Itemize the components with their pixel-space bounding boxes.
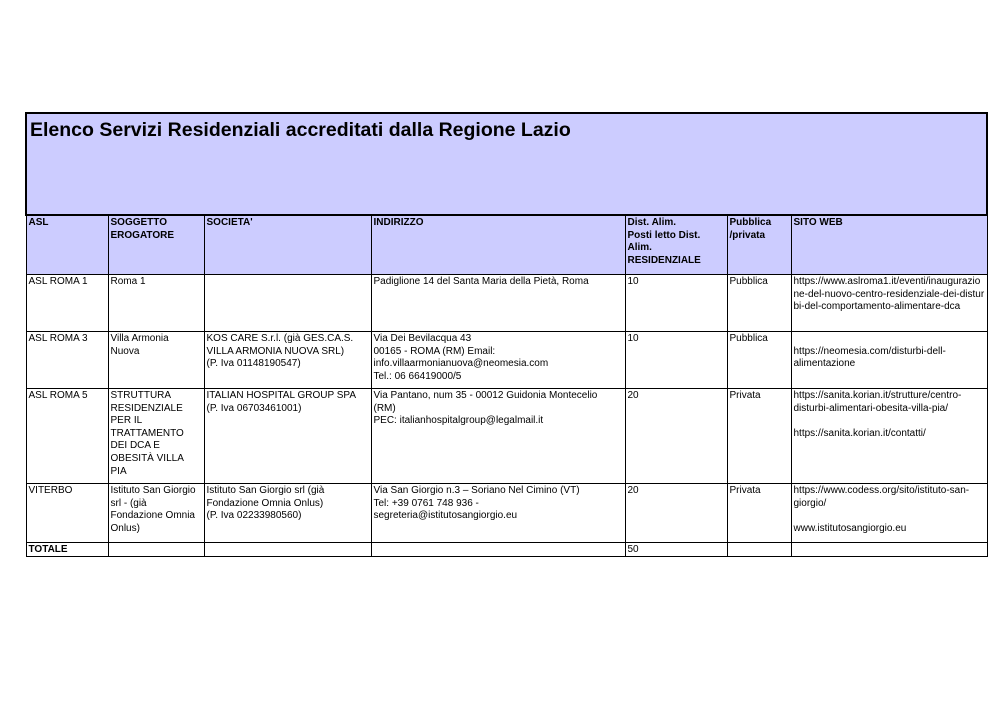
cell-indirizzo: Padiglione 14 del Santa Maria della Pietà, Roma [371, 275, 625, 332]
cell-tipo: Privata [727, 484, 791, 543]
col-header-posti: Dist. Alim. Posti letto Dist. Alim. RESIDENZIALE [625, 215, 727, 275]
cell-sito[interactable]: https://www.aslroma1.it/eventi/inaugurazione-del-nuovo-centro-residenziale-dei-disturbi-del-comportamento-alimentare-dca [791, 275, 987, 332]
cell-soggetto: Roma 1 [108, 275, 204, 332]
header-row [26, 215, 987, 275]
cell-asl: ASL ROMA 1 [26, 275, 108, 332]
table-row [26, 484, 987, 543]
cell-asl: VITERBO [26, 484, 108, 543]
total-empty [727, 543, 791, 557]
title-banner [26, 113, 987, 215]
total-empty [204, 543, 371, 557]
cell-posti: 10 [625, 332, 727, 389]
total-row [26, 543, 987, 557]
cell-societa [204, 275, 371, 332]
col-header-soggetto: SOGGETTO EROGATORE [108, 215, 204, 275]
total-empty [371, 543, 625, 557]
cell-societa: ITALIAN HOSPITAL GROUP SPA (P. Iva 06703461001) [204, 389, 371, 484]
cell-tipo: Pubblica [727, 275, 791, 332]
table-row [26, 275, 987, 332]
total-empty [108, 543, 204, 557]
cell-posti: 20 [625, 484, 727, 543]
page-title: Elenco Servizi Residenziali accreditati dalla Regione Lazio [30, 119, 571, 141]
cell-soggetto: STRUTTURA RESIDENZIALE PER IL TRATTAMENTO DEI DCA E OBESITÀ VILLA PIA [108, 389, 204, 484]
cell-indirizzo: Via Pantano, num 35 - 00012 Guidonia Montecelio (RM) PEC: italianhospitalgroup@legalmail.it [371, 389, 625, 484]
cell-sito[interactable]: https://sanita.korian.it/strutture/centro- disturbi-alimentari-obesita-villa-pia/ https://sanita.korian.it/contatti/ [791, 389, 987, 484]
cell-tipo: Privata [727, 389, 791, 484]
cell-tipo: Pubblica [727, 332, 791, 389]
cell-posti: 10 [625, 275, 727, 332]
col-header-indirizzo: INDIRIZZO [371, 215, 625, 275]
col-header-sito: SITO WEB [791, 215, 987, 275]
cell-sito[interactable]: https://www.codess.org/sito/istituto-san- giorgio/ www.istitutosangiorgio.eu [791, 484, 987, 543]
total-empty [791, 543, 987, 557]
total-label: TOTALE [26, 543, 108, 557]
cell-soggetto: Villa Armonia Nuova [108, 332, 204, 389]
services-table [25, 112, 988, 557]
cell-societa: KOS CARE S.r.l. (già GES.CA.S. VILLA ARMONIA NUOVA SRL) (P. Iva 01148190547) [204, 332, 371, 389]
cell-sito[interactable]: https://neomesia.com/disturbi-dell- alimentazione [791, 332, 987, 389]
cell-posti: 20 [625, 389, 727, 484]
cell-asl: ASL ROMA 3 [26, 332, 108, 389]
table-row [26, 332, 987, 389]
col-header-societa: SOCIETA' [204, 215, 371, 275]
cell-societa: Istituto San Giorgio srl (già Fondazione Omnia Onlus) (P. Iva 02233980560) [204, 484, 371, 543]
cell-indirizzo: Via San Giorgio n.3 – Soriano Nel Cimino (VT) Tel: +39 0761 748 936 - segreteria@istitutosangiorgio.eu [371, 484, 625, 543]
cell-soggetto: Istituto San Giorgio srl - (già Fondazione Omnia Onlus) [108, 484, 204, 543]
cell-indirizzo: Via Dei Bevilacqua 43 00165 - ROMA (RM) Email: info.villaarmonianuova@neomesia.com Tel.: 06 66419000/5 [371, 332, 625, 389]
table-row [26, 389, 987, 484]
col-header-asl: ASL [26, 215, 108, 275]
cell-asl: ASL ROMA 5 [26, 389, 108, 484]
total-posti: 50 [625, 543, 727, 557]
col-header-tipo: Pubblica /privata [727, 215, 791, 275]
